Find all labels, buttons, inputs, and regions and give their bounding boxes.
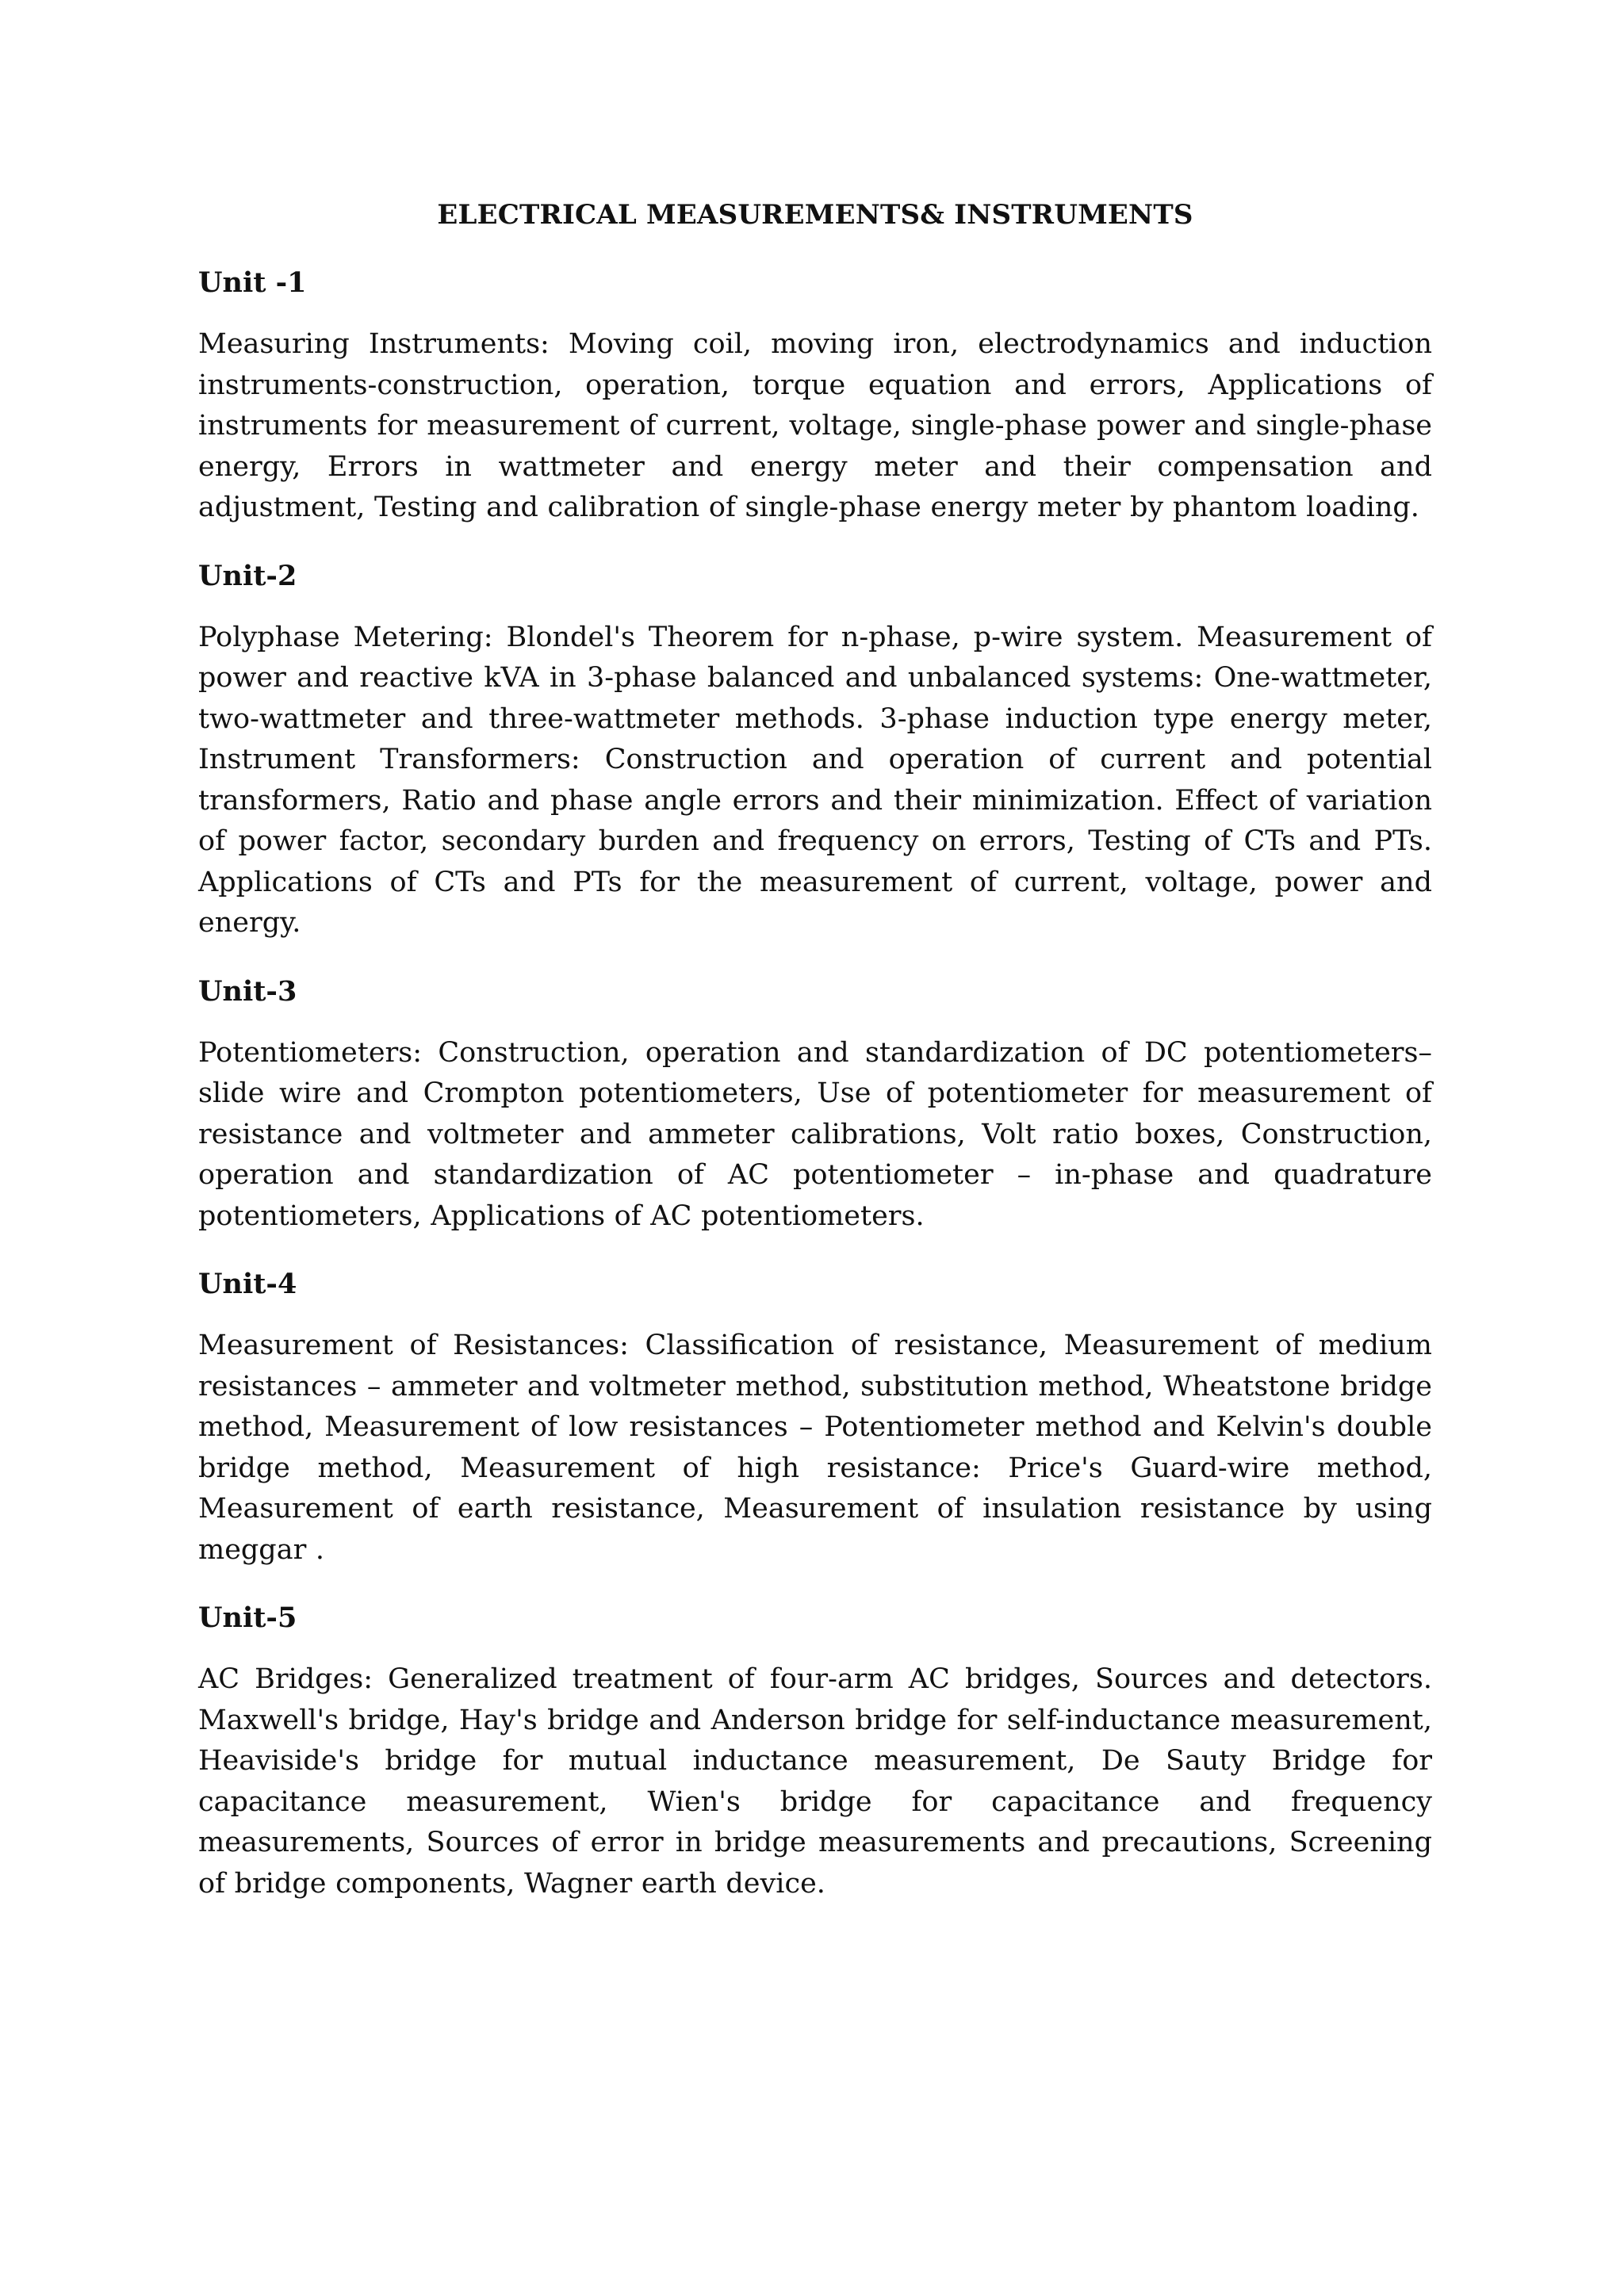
unit-2-section bbox=[198, 557, 1432, 944]
unit-3-section bbox=[198, 973, 1432, 1238]
unit-4-section bbox=[198, 1265, 1432, 1571]
unit-5-body: AC Bridges: Generalized treatment of four-arm AC bridges, Sources and detectors. Maxwell's bridge, Hay's bridge and Anderson bridge for self-inductance measurement, Heaviside's bridge for mutual inductance measurement, De Sauty Bridge for capacitance measurement, Wien's bridge for capacitance and frequency measurements, Sources of error in bridge measurements and precautions, Screening of bridge components, Wagner earth device. bbox=[198, 1663, 1432, 1900]
unit-4-body: Measurement of Resistances: Classification of resistance, Measurement of medium resistances – ammeter and voltmeter method, substitution method, Wheatstone bridge method, Measurement of low resistances – Potentiometer method and Kelvin's double bridge method, Measurement of high resistance: Price's Guard-wire method, Measurement of earth resistance, Measurement of insulation resistance by using meggar . bbox=[198, 1330, 1432, 1566]
unit-5-section bbox=[198, 1599, 1432, 1904]
unit-1-heading: Unit -1 bbox=[198, 266, 307, 299]
document-page bbox=[198, 196, 1432, 1933]
document-title: ELECTRICAL MEASUREMENTS& INSTRUMENTS bbox=[437, 199, 1193, 231]
unit-1-section bbox=[198, 264, 1432, 529]
unit-1-body: Measuring Instruments: Moving coil, moving iron, electrodynamics and induction instruments-construction, operation, torque equation and errors, Applications of instruments for measurement of current, voltage, single-phase power and single-phase energy, Errors in wattmeter and energy meter and their compensation and adjustment, Testing and calibration of single-phase energy meter by phantom loading. bbox=[198, 328, 1432, 523]
unit-4-heading: Unit-4 bbox=[198, 1268, 297, 1300]
unit-3-body: Potentiometers: Construction, operation and standardization of DC potentiometers– slide wire and Crompton potentiometers, Use of potentiometer for measurement of resistance and voltmeter and ammeter calibrations, Volt ratio boxes, Construction, operation and standardization of AC potentiometer – in-phase and quadrature potentiometers, Applications of AC potentiometers. bbox=[198, 1036, 1432, 1232]
unit-5-heading: Unit-5 bbox=[198, 1601, 297, 1634]
unit-3-heading: Unit-3 bbox=[198, 974, 297, 1008]
unit-2-heading: Unit-2 bbox=[198, 559, 297, 592]
unit-2-body: Polyphase Metering: Blondel's Theorem for n-phase, p-wire system. Measurement of power and reactive kVA in 3-phase balanced and unbalanced systems: One-wattmeter, two-wattmeter and three-wattmeter methods. 3-phase induction type energy meter, Instrument Transformers: Construction and operation of current and potential transformers, Ratio and phase angle errors and their minimization. Effect of variation of power factor, secondary burden and frequency on errors, Testing of CTs and PTs. Applications of CTs and PTs for the measurement of current, voltage, power and energy. bbox=[198, 621, 1432, 939]
